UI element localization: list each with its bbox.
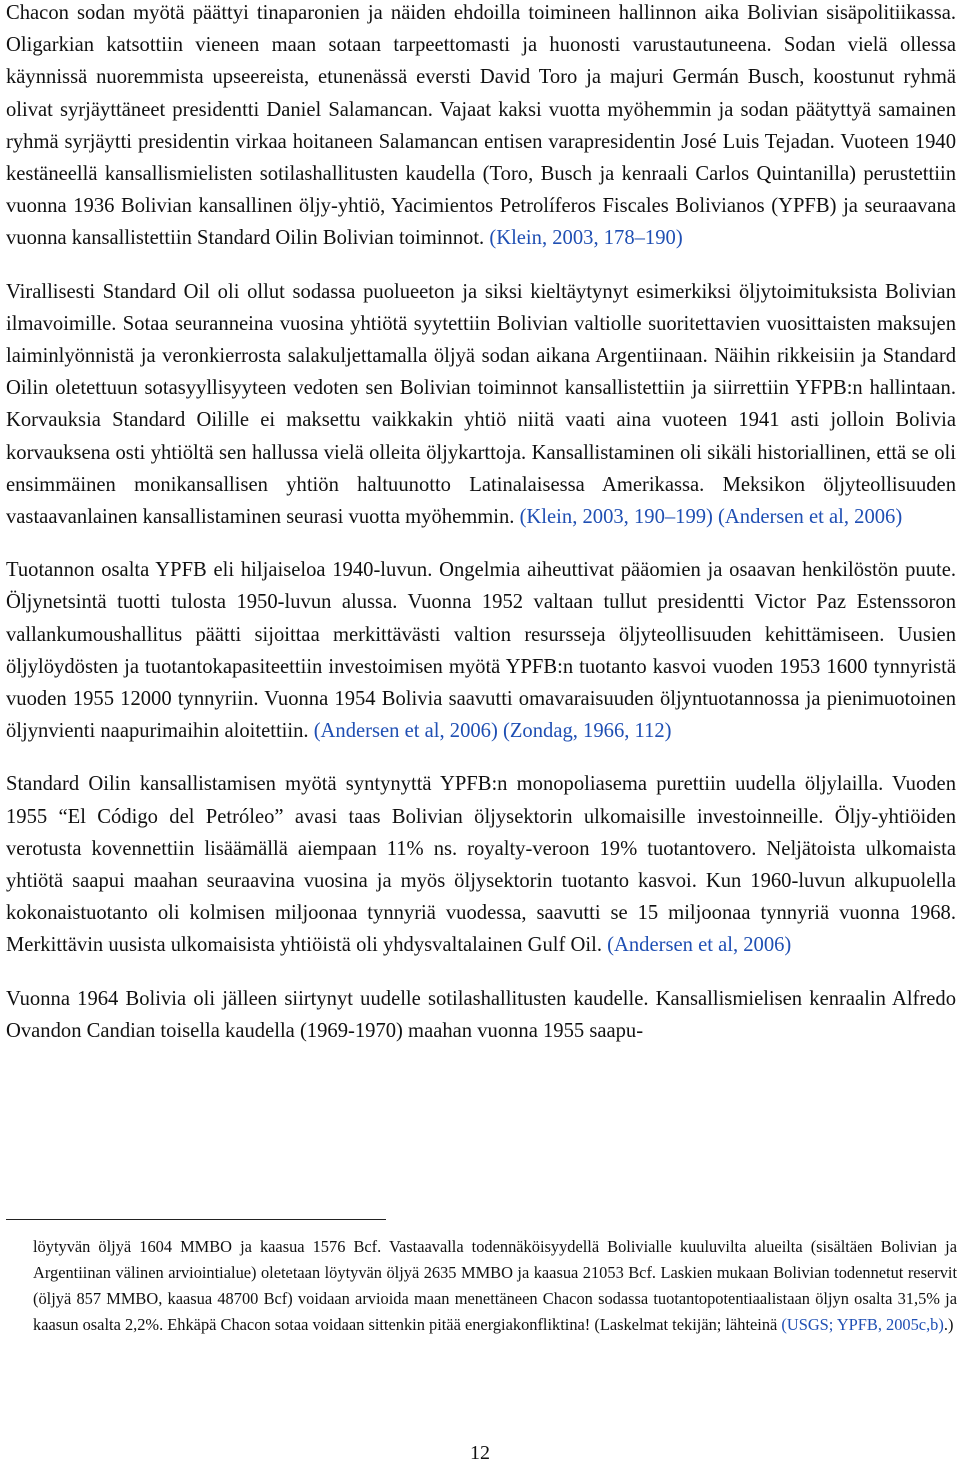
paragraph-text: Vuonna 1964 Bolivia oli jälleen siirtynyt uudelle sotilashallitusten kaudelle. Kansallismielisen kenraalin Alfredo Ovandon Candian toisella kaudella (1969-1970) maahan vuonna 1955 saapu-: [6, 987, 956, 1042]
paragraph-text: Standard Oilin kansallistamisen myötä syntynyttä YPFB:n monopoliasema purettiin uudella öljylailla. Vuoden 1955 “El Código del Petróleo” avasi taas Bolivian öljysektorin ulkomaisille investoinneille. Öljy-yhtiöiden verotusta kovennettiin lisäämällä aiempaan 11% ns. royalty-veroon 19% tuotantovero. Neljätoista ulkomaista yhtiötä saapui maahan seuraavina vuosina ja myös öljysektorin tuotanto kasvoi. Kun 1960-luvun alkupuolella kokonaistuotanto oli kolmisen miljoonaa tynnyriä vuodessa, saavutti se 15 miljoonaa tynnyriä vuonna 1968. Merkittävin uusista ulkomaisista yhtiöistä oli yhdysvaltalainen Gulf Oil.: [6, 773, 956, 957]
page-number: 12: [470, 1442, 490, 1464]
citation-link[interactable]: (Klein, 2003, 178–190): [489, 227, 683, 250]
document-page: [6, 0, 956, 1047]
paragraph-1: [6, 0, 956, 255]
paragraph-5: [6, 983, 956, 1047]
footnote-divider: [6, 1219, 386, 1220]
footnote-tail: .): [943, 1315, 954, 1334]
paragraph-3: [6, 554, 956, 747]
paragraph-text: Virallisesti Standard Oil oli ollut sodassa puolueeton ja siksi kieltäytynyt esimerkiksi öljytoimituksista Bolivian ilmavoimille. Sotaa seuranneina vuosina yhtiötä syytettiin Bolivian valtiolle suoritettavien vuosittaisten maksujen laiminlyönnistä ja veronkierrosta salakuljettamalla öljyä sodan aikana Argentiinaan. Näihin rikkeisiin ja Standard Oilin oletettuun sotasyyllisyyteen vedoten sen Bolivian toiminnot kansallistettiin ja siirrettiin YFPB:n hallintaan. Korvauksia Standard Oilille ei maksettu vaikkakin yhtiö niitä vaati aina vuoteen 1941 asti jolloin Bolivia korvauksena osti yhtiöltä sen hallussa vielä olleita öljykarttoja. Kansallistaminen oli sikäli historiallinen, että se oli ensimmäinen monikansallisen yhtiön haltuunotto Latinalaisessa Amerikassa. Meksikon öljyteollisuuden vastaavanlainen kansallistaminen seurasi vuotta myöhemmin.: [6, 280, 956, 529]
paragraph-2: [6, 276, 956, 534]
paragraph-4: [6, 768, 956, 961]
footnote-text: löytyvän öljyä 1604 MMBO ja kaasua 1576 Bcf. Vastaavalla todennäköisyydellä Bolivialle kuuluvilta alueilta (sisältäen Bolivian ja Argentiinan välinen arviointialue) oletetaan löytyvän öljyä 2635 MMBO ja kaasua 21053 Bcf. Laskien mukaan Bolivian todennetut reservit (öljyä 857 MMBO, kaasua 48700 Bcf) voidaan arvioida maan menettäneen Chacon sodassa tuotantopotentiaalistaan öljyn osalta 31,5% ja kaasun osalta 2,2%. Ehkäpä Chacon sotaa voidaan sittenkin pitää energiakonfliktina! (Laskelmat tekijän; lähteinä: [33, 1237, 957, 1334]
paragraph-text: Chacon sodan myötä päättyi tinaparonien ja näiden ehdoilla toimineen hallinnon aika Bolivian sisäpolitiikassa. Oligarkian katsottiin vieneen maan sotaan tarpeettomasti ja huonosti varustautuneena. Sodan vielä ollessa käynnissä nuoremmista upseereista, etunenässä eversti David Toro ja majuri Germán Busch, koostunut ryhmä olivat syrjäyttäneet presidentti Daniel Salamancan. Vajaat kaksi vuotta myöhemmin ja sodan päätyttyä samainen ryhmä syrjäytti presidentin virkaa hoitaneen Salamancan entisen varapresidentin José Luis Tejadan. Vuoteen 1940 kestäneellä kansallismielisten sotilashallitusten kaudella (Toro, Busch ja kenraali Carlos Quintanilla) perustettiin vuonna 1936 Bolivian kansallinen öljy-yhtiö, Yacimientos Petrolíferos Fiscales Bolivianos (YPFB) ja seuraavana vuonna kansallistettiin Standard Oilin Bolivian toiminnot.: [6, 2, 956, 250]
citation-link[interactable]: (Andersen et al, 2006) (Zondag, 1966, 112): [313, 720, 672, 743]
paragraph-text: Tuotannon osalta YPFB eli hiljaiseloa 1940-luvun. Ongelmia aiheuttivat pääomien ja osaavan henkilöstön puute. Öljynetsintä tuotti tulosta 1950-luvun alussa. Vuonna 1952 valtaan tullut presidentti Victor Paz Estenssoron vallankumoushallitus päätti sijoittaa merkittävästi valtion resursseja öljyteollisuuden kehittämiseen. Uusien öljylöydösten ja tuotantokapasiteettiin investoimisen myötä YPFB:n tuotanto kasvoi vuoden 1953 1600 tynnyristä vuoden 1955 12000 tynnyriin. Vuonna 1954 Bolivia saavutti omavaraisuuden öljyntuotannossa ja pienimuotoinen öljynvienti naapurimaihin aloitettiin.: [6, 559, 956, 743]
footnote-citation-link[interactable]: (USGS; YPFB, 2005c,b): [781, 1315, 944, 1334]
citation-link[interactable]: (Klein, 2003, 190–199) (Andersen et al, 2006): [519, 506, 903, 529]
footnote: [33, 1234, 957, 1338]
citation-link[interactable]: (Andersen et al, 2006): [607, 934, 792, 957]
